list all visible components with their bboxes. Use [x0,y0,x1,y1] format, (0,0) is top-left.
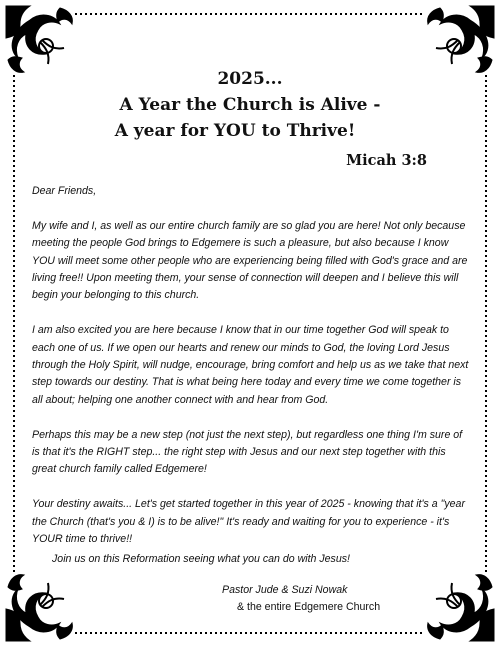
page-title [90,66,410,144]
closing-line: Join us on this Reformation seeing what you can do with Jesus! [52,553,350,565]
title-line-thrive: A year for YOU to Thrive! [114,121,356,141]
letter-paragraph: Perhaps this may be a new step (not just the next step), but regardless one thing I'm sure of is that it's the RIGHT step... the right step with Jesus and our next step together with this great church family called Edgemere! [32,428,463,476]
letter-paragraph: My wife and I, as well as our entire church family are so glad you are here! Not only because meeting the people God brings to Edgemere is such a pleasure, but also because I know YOU will meet some other people who are experiencing being filled with God's grace and are living free!! Upon meeting them, your sense of connection will deepen and I believe this will begin your belonging to this church. [32,219,468,302]
letter-body [32,183,472,566]
corner-ornament-icon [428,6,494,72]
letter-paragraph: I am also excited you are here because I know that in our time together God will speak to each one of us. If we open our hearts and renew our minds to God, the loving Lord Jesus through the Holy Spirit, will nudge, encourage, bring comfort and help us as we take that next step towards our destiny. That is what being here today and every time we come together is all about; helping one another connect with and hear from God. [32,324,469,406]
corner-ornament-icon [6,6,72,72]
letter-paragraph: Your destiny awaits... Let's get started together in this year of 2025 - knowing that it's a "year the Church (that's you & I) is to be alive!" It's ready and waiting for you to experience - it's YOUR time to thrive!! [32,498,465,546]
signature-church: & the entire Edgemere Church [237,601,381,613]
title-year: 2025... [217,69,283,89]
signature-names: Pastor Jude & Suzi Nowak [222,584,348,596]
corner-ornament-icon [428,575,494,641]
scripture-reference: Micah 3:8 [346,152,427,169]
corner-ornament-icon [6,575,72,641]
title-line-church-alive: A Year the Church is Alive - [119,95,381,115]
greeting: Dear Friends, [32,185,97,197]
